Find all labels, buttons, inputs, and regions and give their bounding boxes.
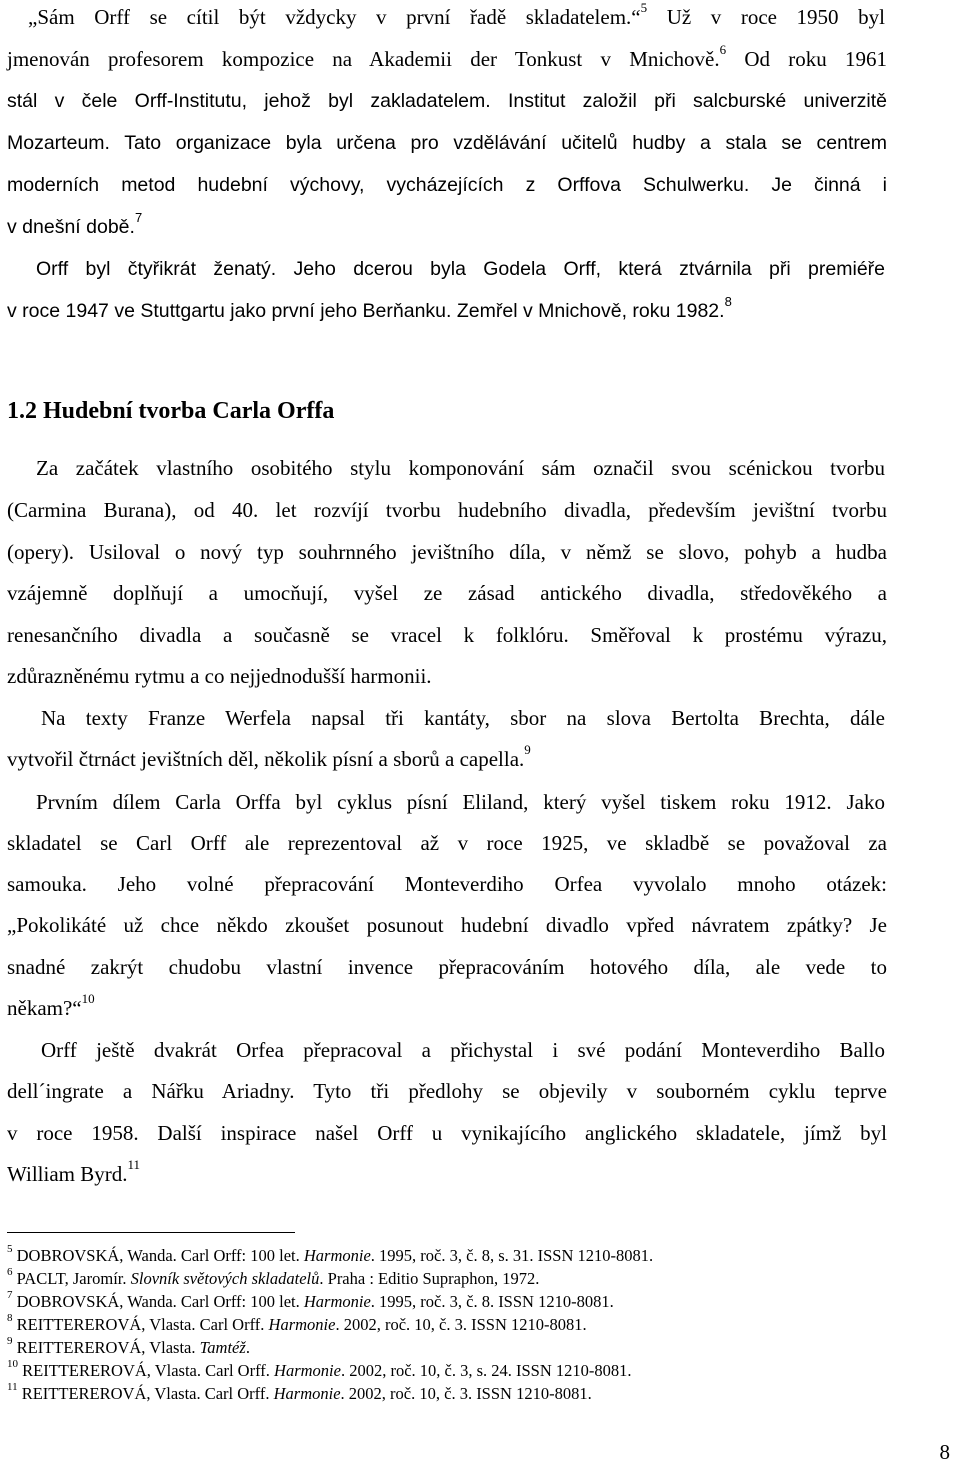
footnote: $^5$ DOBROVSKÁ, Wanda. Carl Orff: 100 let. Harmonie. 1995, roč. 3, č. 8, s. 31. ISSN 1210-8081.: [7, 1242, 654, 1265]
body-line: samouka. Jeho volné přepracování Monteverdiho Orfea vyvolalo mnoho otázek:: [7, 872, 887, 896]
body-line: Mozarteum. Tato organizace byla určena pro vzdělávání učitelů hudby a stala se centrem: [7, 132, 887, 154]
footnote-ref[interactable]: 11: [127, 1157, 141, 1172]
footnote: $^{11}$ REITTEREROVÁ, Vlasta. Carl Orff. Harmonie. 2002, roč. 10, č. 3. ISSN 1210-8081.: [7, 1380, 592, 1403]
body-line: Na texty Franze Werfela napsal tři kantáty, sbor na slova Bertolta Brechta, dále: [41, 706, 885, 730]
body-line: stál v čele Orff-Institutu, jehož byl zakladatelem. Institut založil při salcburské univerzitě: [7, 90, 887, 112]
body-line: moderních metod hudební výchovy, vycházejících z Orffova Schulwerku. Je činná i: [7, 174, 887, 196]
page-number: 8: [939, 1440, 950, 1464]
footnote-ref[interactable]: 10: [81, 991, 95, 1006]
body-line: Prvním dílem Carla Orffa byl cyklus písní Eliland, který vyšel tiskem roku 1912. Jako: [36, 790, 885, 814]
body-line: Orff ještě dvakrát Orfea přepracoval a přichystal i své podání Monteverdiho Ballo: [41, 1038, 885, 1062]
body-line: snadné zakrýt chudobu vlastní invence přepracováním hotového díla, ale vede to: [7, 955, 887, 979]
body-line: William Byrd.$^{11}$: [7, 1157, 141, 1186]
body-line: (Carmina Burana), od 40. let rozvíjí tvorbu hudebního divadla, především jevištní tvorbu: [7, 498, 887, 522]
body-line: renesančního divadla a současně se vracel k folklóru. Směřoval k prostému výrazu,: [7, 623, 887, 647]
footnote-ref[interactable]: 9: [524, 742, 531, 757]
footnote-ref[interactable]: 5: [640, 0, 648, 15]
body-line: skladatel se Carl Orff ale reprezentoval až v roce 1925, ve skladbě se považoval za: [7, 831, 887, 855]
body-line: „Sám Orff se cítil být vždycky v první řadě skladatelem.“$^5$ Už v roce 1950 byl: [28, 0, 885, 29]
body-line: někam?“$^{10}$: [7, 991, 95, 1020]
footnote: $^6$ PACLT, Jaromír. Slovník světových skladatelů. Praha : Editio Supraphon, 1972.: [7, 1265, 540, 1288]
body-line: v dnešní době.$^7$: [7, 209, 143, 238]
footnote: $^7$ DOBROVSKÁ, Wanda. Carl Orff: 100 let. Harmonie. 1995, roč. 3, č. 8. ISSN 1210-8081.: [7, 1288, 614, 1311]
footnote: $^8$ REITTEREROVÁ, Vlasta. Carl Orff. Harmonie. 2002, roč. 10, č. 3. ISSN 1210-8081.: [7, 1311, 587, 1334]
body-line: v roce 1947 ve Stuttgartu jako první jeho Berňanku. Zemřel v Mnichově, roku 1982.$^8$: [7, 293, 732, 322]
footnote-ref[interactable]: 6: [719, 42, 727, 57]
body-line: jmenován profesorem kompozice na Akademii der Tonkust v Mnichově.$^6$ Od roku 1961: [7, 42, 887, 71]
footnote-ref[interactable]: 7: [134, 209, 143, 225]
body-line: dell´ingrate a Nářku Ariadny. Tyto tři předlohy se objevily v souborném cyklu teprve: [7, 1079, 887, 1103]
body-line: zdůrazněnému rytmu a co nejjednodušší harmonii.: [7, 664, 432, 688]
footnote-separator: [7, 1232, 295, 1233]
footnote-ref[interactable]: 8: [724, 293, 732, 309]
body-line: (opery). Usiloval o nový typ souhrnného jevištního díla, v němž se slovo, pohyb a hudba: [7, 540, 887, 564]
body-line: „Pokolikáté už chce někdo zkoušet posunout hudební divadlo vpřed návratem zpátky? Je: [7, 913, 887, 937]
body-line: vytvořil čtrnáct jevištních děl, několik písní a sborů a capella.$^9$: [7, 742, 531, 771]
body-line: Za začátek vlastního osobitého stylu komponování sám označil svou scénickou tvorbu: [36, 456, 885, 480]
body-line: Orff byl čtyřikrát ženatý. Jeho dcerou byla Godela Orff, která ztvárnila při premiéře: [36, 258, 885, 280]
footnote: $^{10}$ REITTEREROVÁ, Vlasta. Carl Orff. Harmonie. 2002, roč. 10, č. 3, s. 24. ISSN 1210-8081.: [7, 1357, 632, 1380]
section-heading: 1.2 Hudební tvorba Carla Orffa: [7, 398, 335, 424]
body-line: v roce 1958. Další inspirace našel Orff u vynikajícího anglického skladatele, jímž byl: [7, 1121, 887, 1145]
body-line: vzájemně doplňují a umocňují, vyšel ze zásad antického divadla, středověkého a: [7, 581, 887, 605]
footnote: $^9$ REITTEREROVÁ, Vlasta. Tamtéž.: [7, 1334, 250, 1357]
